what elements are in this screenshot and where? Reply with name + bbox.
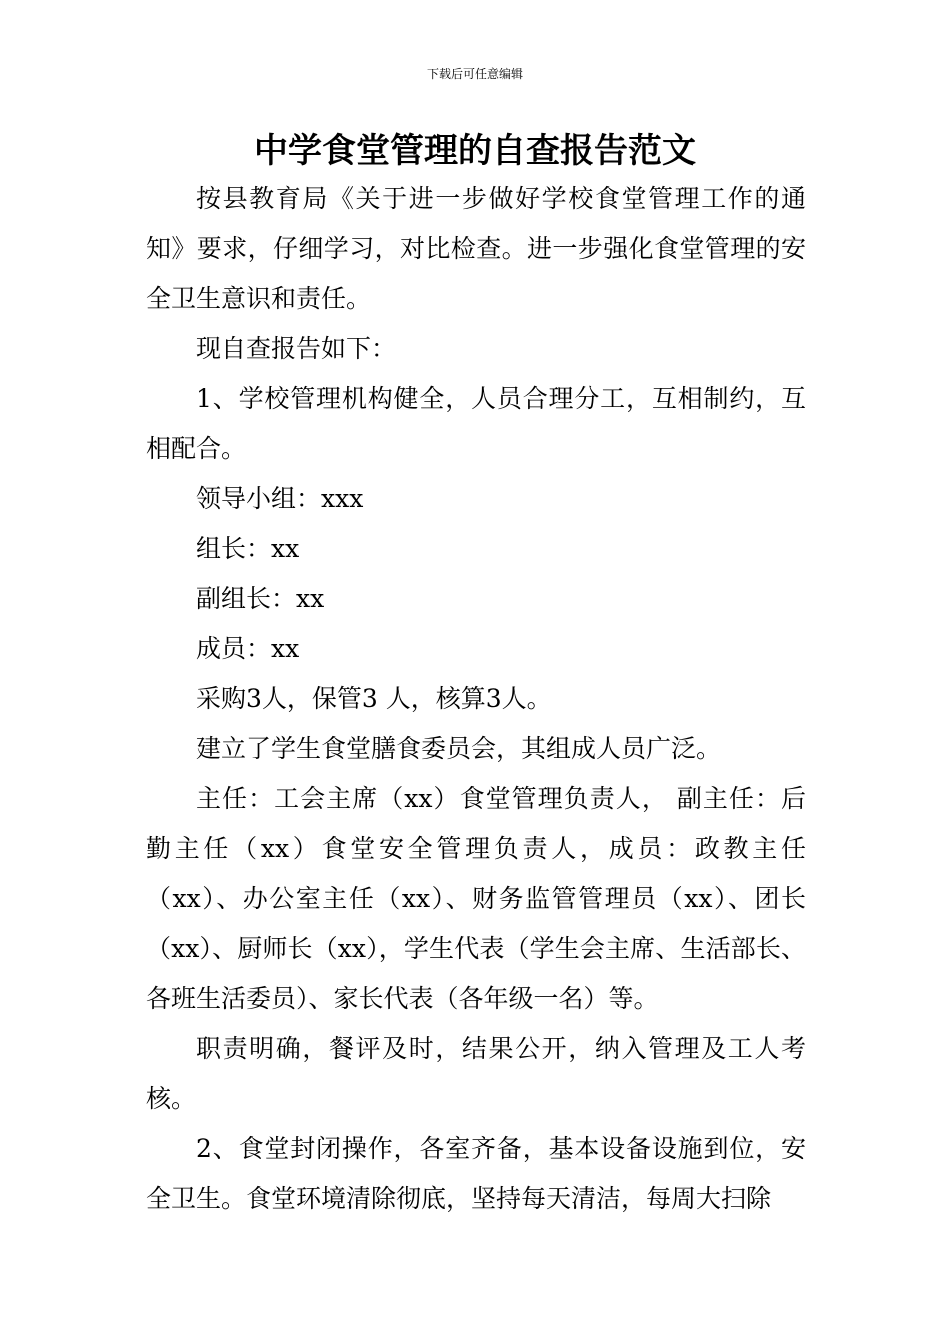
paragraph-section-2: 2、食堂封闭操作，各室齐备，基本设备设施到位，安全卫生。食堂环境清除彻底，坚持每天清洁，每周大扫除 (146, 1134, 806, 1213)
paragraph-intro: 按县教育局《关于进一步做好学校食堂管理工作的通知》要求，仔细学习，对比检查。进一步强化食堂管理的安全卫生意识和责任。 (146, 184, 806, 313)
paragraph-staffing: 采购3人，保管3 人，核算3人。 (196, 684, 552, 713)
paragraph-group-leader: 组长：xx (196, 534, 300, 563)
document-title: 中学食堂管理的自查报告范文 (254, 131, 696, 171)
paragraph-deputy-leader: 副组长：xx (196, 584, 325, 613)
document-body (146, 174, 806, 1224)
paragraph-report-lead: 现自查报告如下： (196, 334, 397, 363)
paragraph-duties: 职责明确，餐评及时，结果公开，纳入管理及工人考核。 (146, 1034, 806, 1113)
paragraph-leadership-group: 领导小组：xxx (196, 484, 364, 513)
paragraph-committee-roles: 主任：工会主席（xx）食堂管理负责人， 副主任：后勤主任（xx）食堂安全管理负责人，成员：政教主任（xx）、办公室主任（xx）、财务监管管理员（xx）、团长（xx）、厨师长（xx），学生代表（学生会主席、生活部长、各班生活委员）、家长代表（各年级一名）等。 (146, 784, 806, 1013)
paragraph-committee: 建立了学生食堂膳食委员会，其组成人员广泛。 (196, 734, 722, 763)
header-note: 下载后可任意编辑 (426, 67, 523, 81)
paragraph-section-1: 1、学校管理机构健全，人员合理分工，互相制约，互相配合。 (146, 384, 806, 463)
paragraph-members: 成员：xx (196, 634, 300, 663)
